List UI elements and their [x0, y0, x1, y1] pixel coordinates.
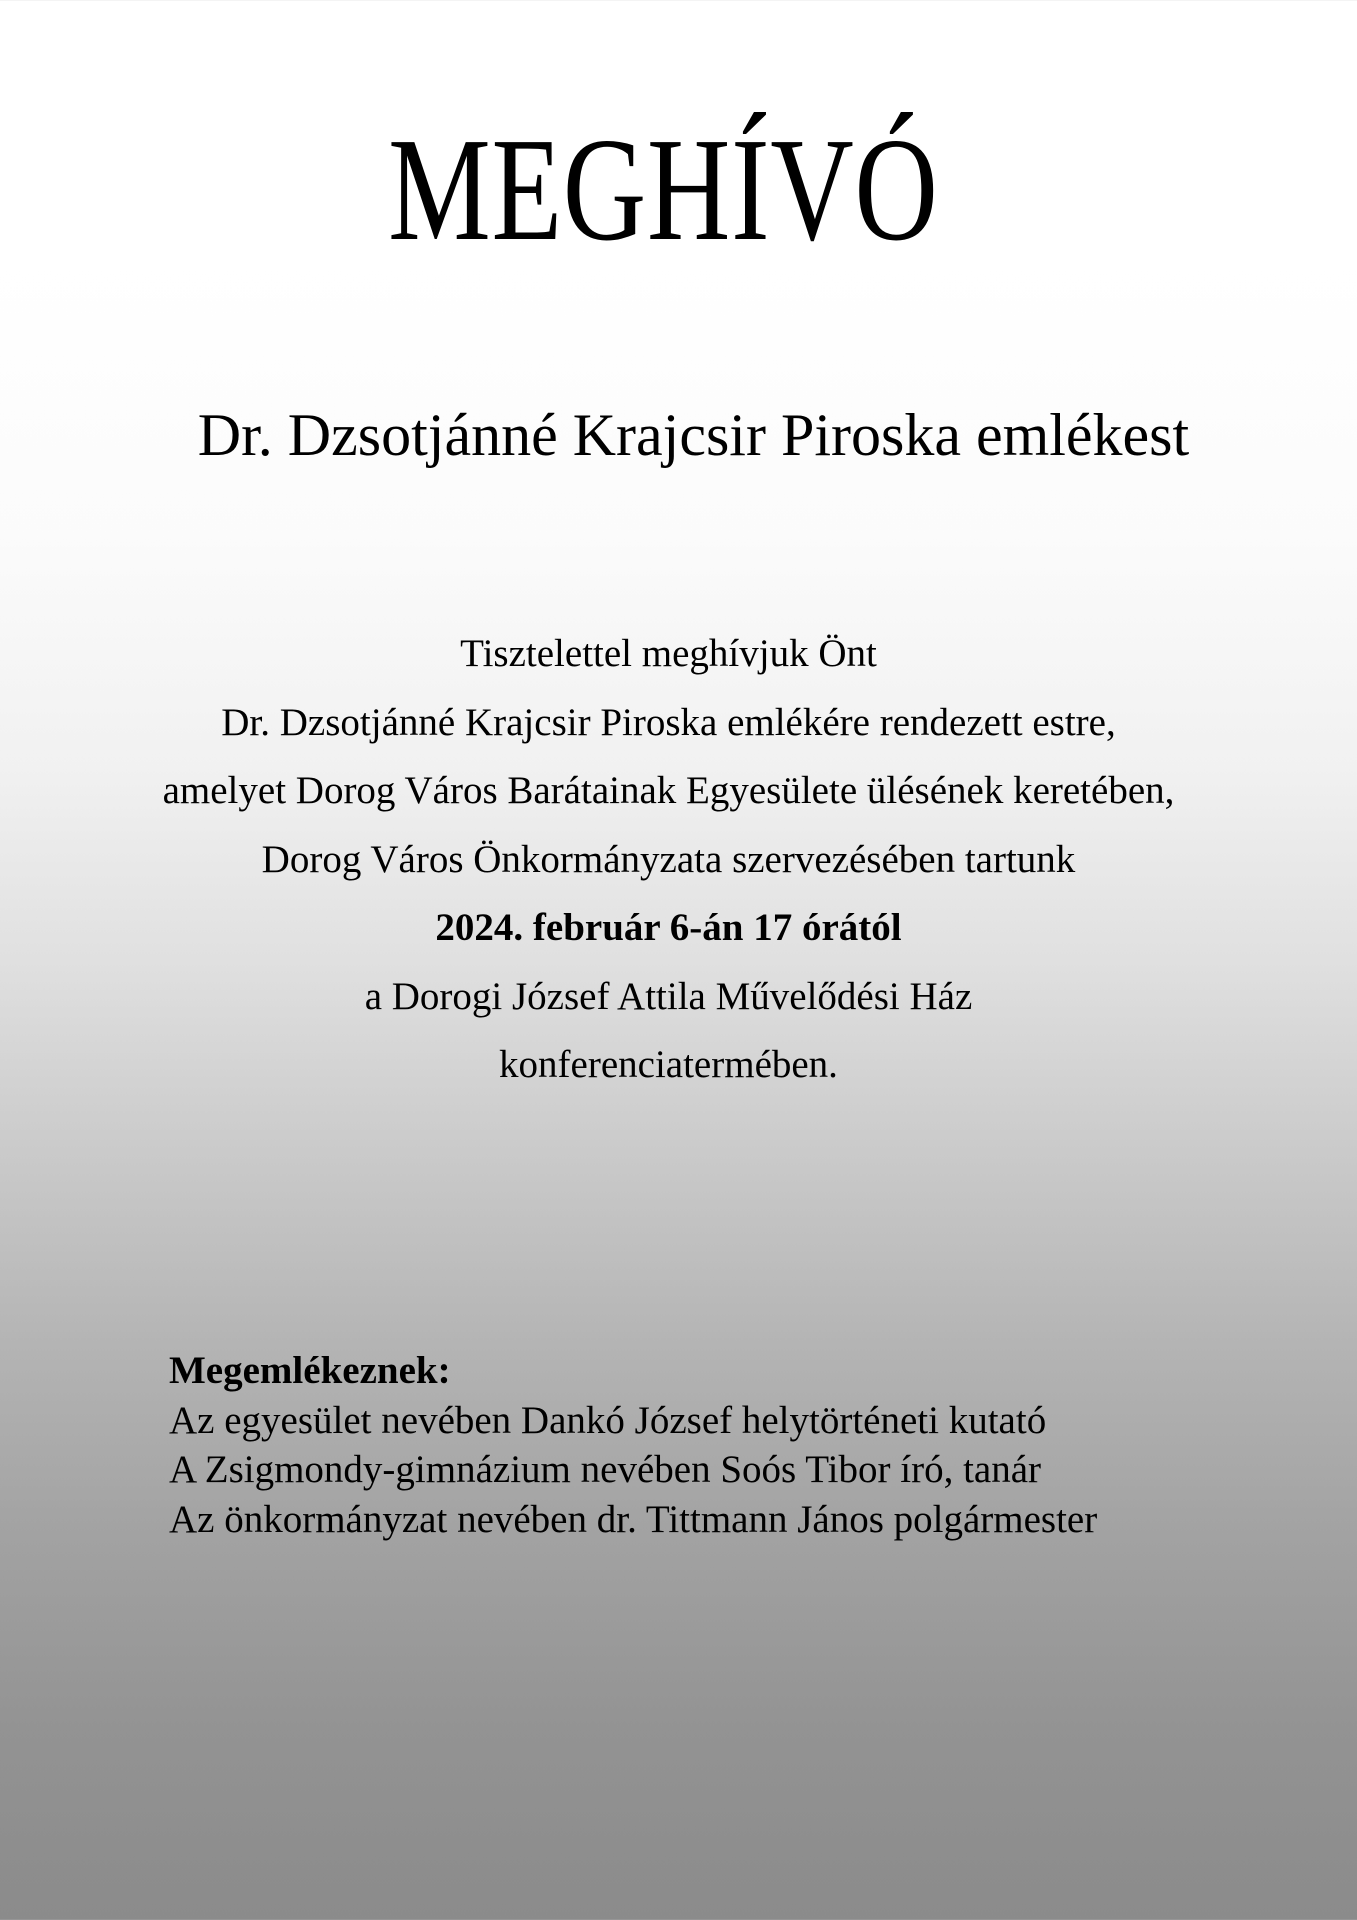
speakers-heading: Megemlékeznek:	[169, 1349, 451, 1392]
speaker-line: Az önkormányzat nevében dr. Tittmann János polgármester	[169, 1497, 1098, 1541]
body-line-organizer: amelyet Dorog Város Barátainak Egyesülete ülésének keretében,	[162, 769, 1175, 812]
event-date-time: 2024. február 6-án 17 órától	[435, 906, 902, 949]
speakers-section	[169, 1346, 1319, 1544]
body-line-venue: a Dorogi József Attila Művelődési Ház	[364, 974, 973, 1018]
body-line-occasion: Dr. Dzsotjánné Krajcsir Piroska emlékére rendezett estre,	[221, 700, 1116, 744]
body-line-greeting: Tisztelettel meghívjuk Önt	[460, 632, 877, 675]
invitation-body	[0, 620, 1337, 1100]
invitation-title: MEGHÍVÓ	[388, 108, 939, 272]
body-line-room: konferenciatermében.	[499, 1043, 838, 1086]
event-subtitle: Dr. Dzsotjánné Krajcsir Piroska emlékest	[197, 402, 1190, 468]
speaker-line: Az egyesület nevében Dankó József helytörténeti kutató	[169, 1398, 1047, 1442]
body-line-host: Dorog Város Önkormányzata szervezésében tartunk	[261, 837, 1076, 881]
speaker-line: A Zsigmondy-gimnázium nevében Soós Tibor író, tanár	[169, 1448, 1042, 1491]
